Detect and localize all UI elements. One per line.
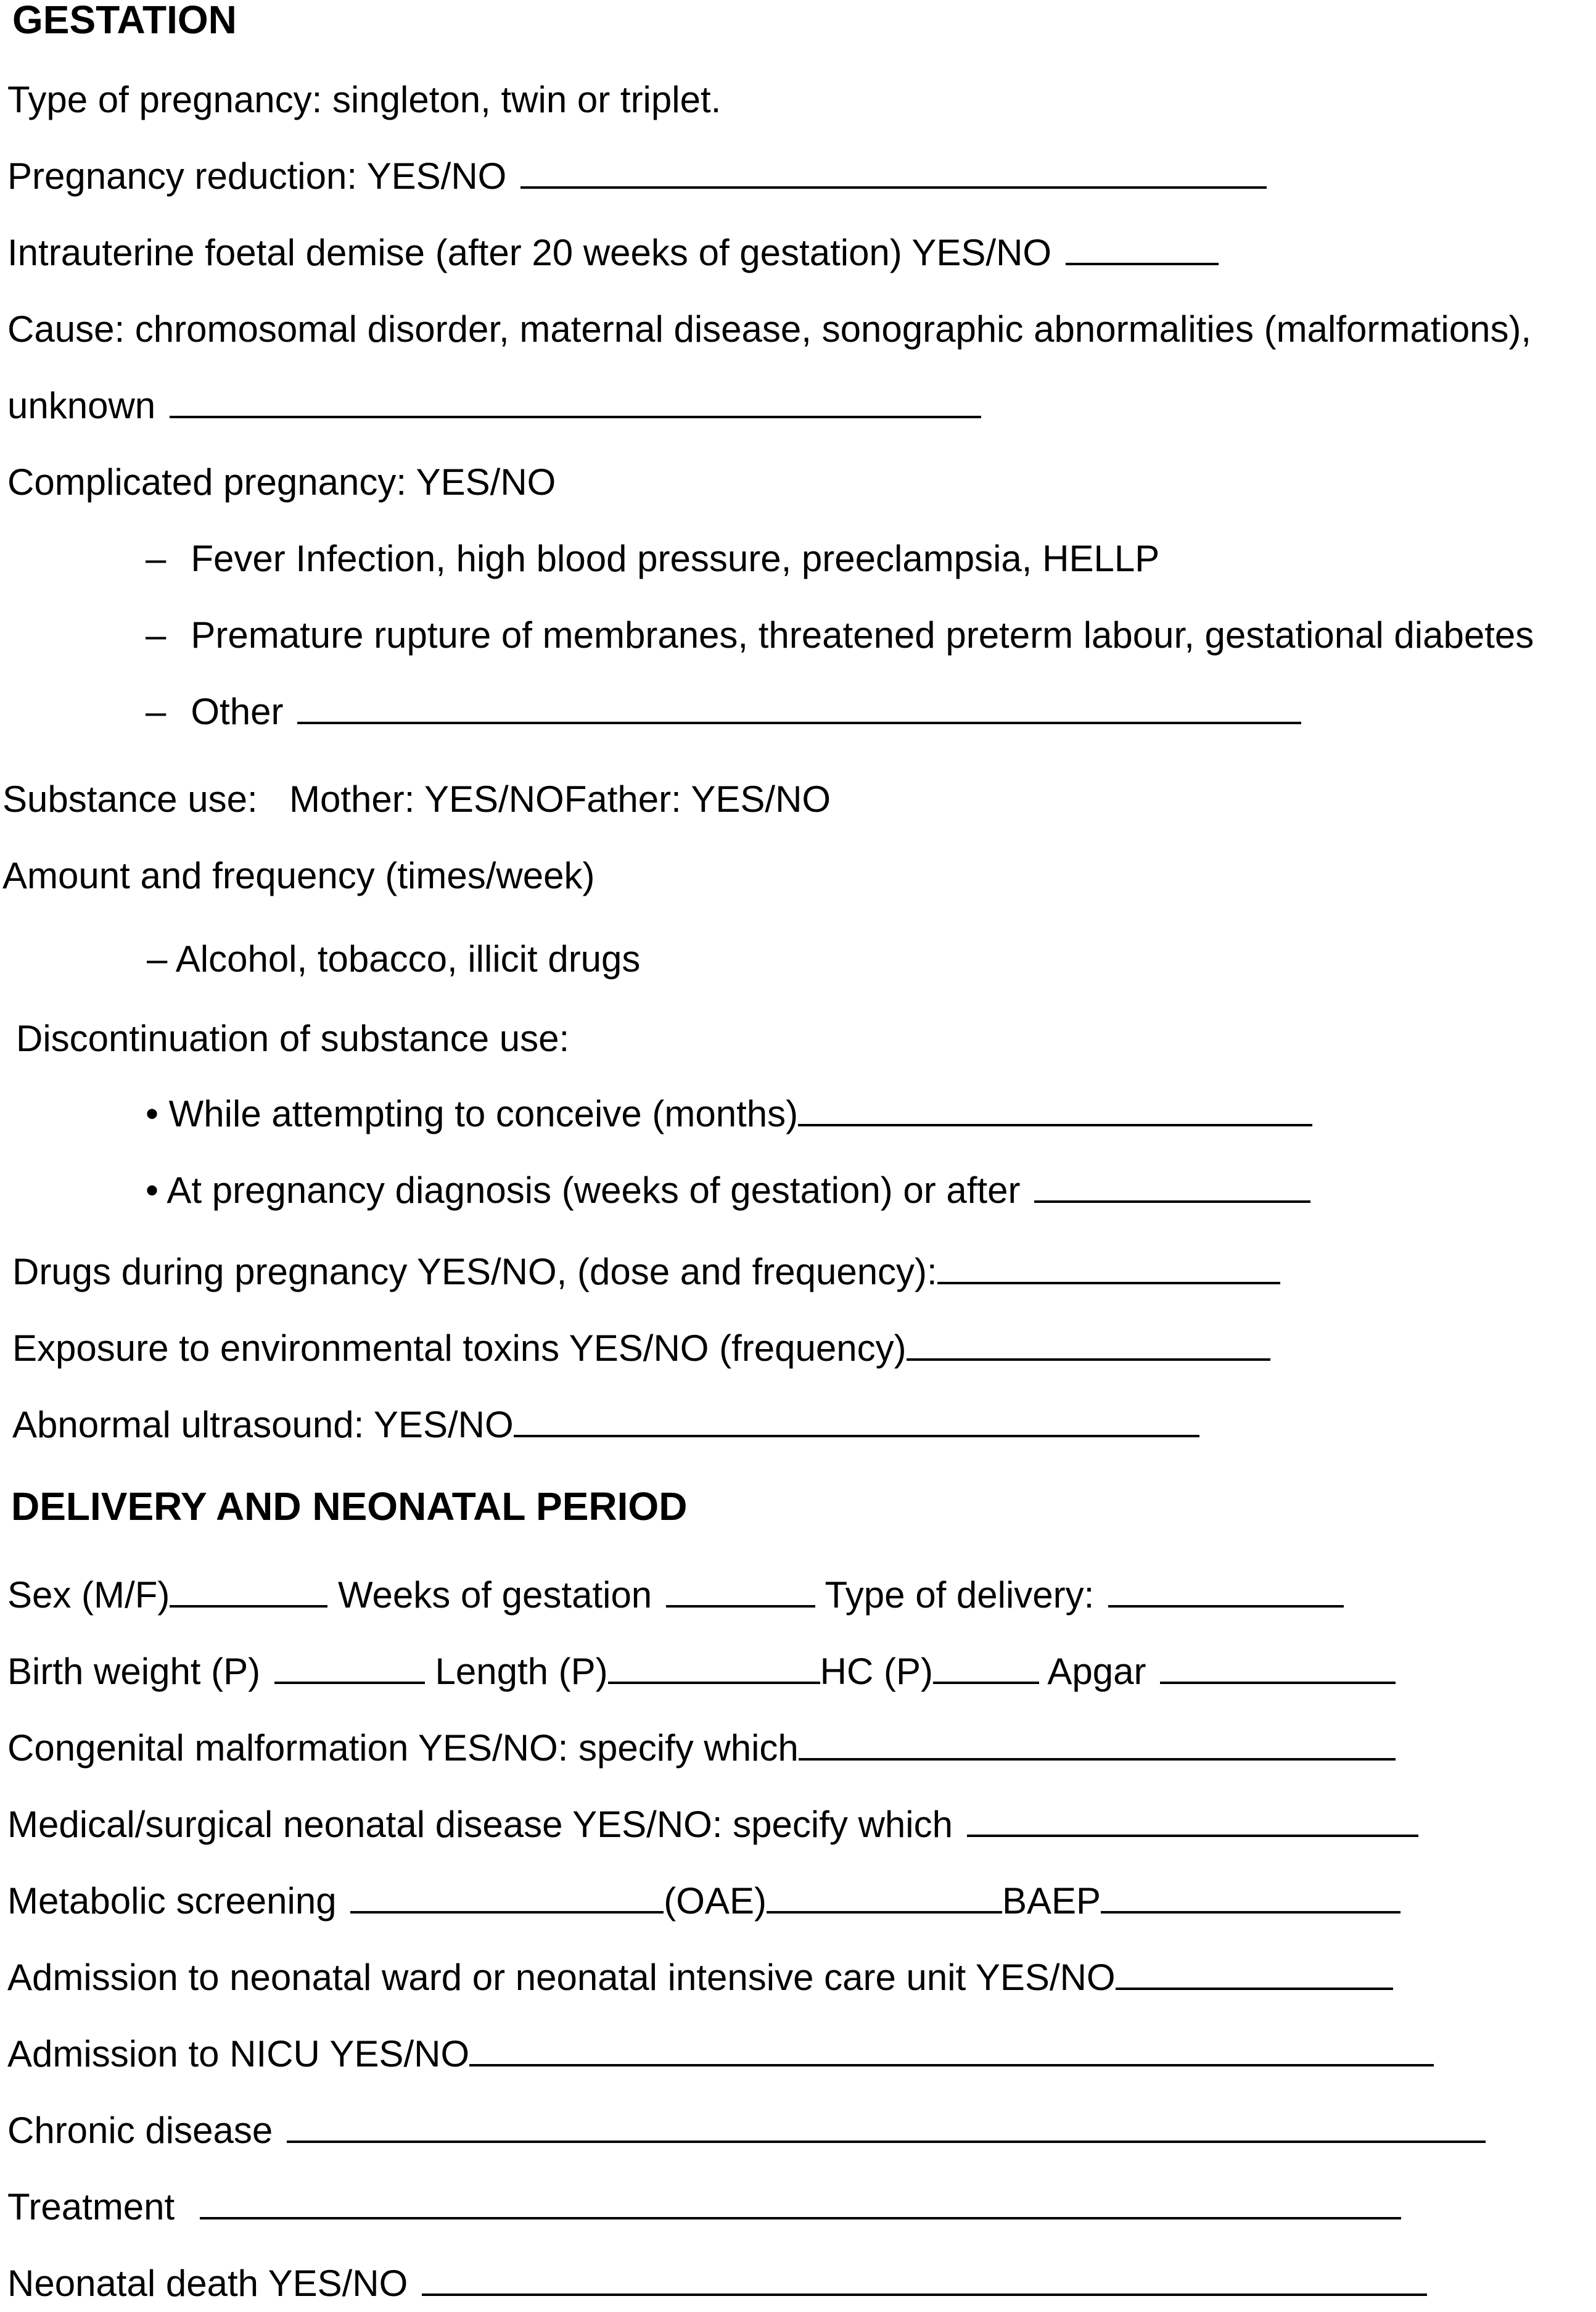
admission-nicu-field[interactable] [469,2033,1434,2066]
intrauterine-demise-label: Intrauterine foetal demise (after 20 weeks of gestation) YES/NO [7,232,1052,273]
drugs-during-row [12,1250,1280,1294]
admission-nicu-row [7,2032,1434,2076]
at-diagnosis-field[interactable] [1034,1170,1310,1203]
birth-weight-row [7,1649,1396,1694]
chronic-disease-label: Chronic disease [7,2110,273,2151]
hc-field[interactable] [933,1651,1039,1684]
dash: – [146,691,167,732]
admission-nicu-label: Admission to NICU YES/NO [7,2033,470,2075]
neonatal-death-row [7,2261,1427,2306]
cause-field[interactable] [170,385,981,418]
intrauterine-demise-field[interactable] [1066,232,1219,265]
congenital-malformation-field[interactable] [799,1727,1396,1761]
unknown-label: unknown [7,385,156,426]
amount-frequency: Amount and frequency (times/week) [2,855,595,896]
substance-use-row [2,777,831,822]
metabolic-screening-label: Metabolic screening [7,1880,337,1922]
dash: – [146,614,167,656]
admission-ward-label: Admission to neonatal ward or neonatal intensive care unit YES/NO [7,1957,1116,1998]
neonatal-disease-row [7,1802,1418,1847]
complication-1: Fever Infection, high blood pressure, preeclampsia, HELLP [191,538,1160,579]
pregnancy-reduction-row [7,154,1267,199]
complication-item [146,690,1301,734]
baep-label: BAEP [1002,1880,1101,1922]
sex-row [7,1573,1344,1617]
neonatal-death-label: Neonatal death YES/NO [7,2263,408,2304]
apgar-label: Apgar [1047,1651,1146,1692]
abnormal-ultrasound-label: Abnormal ultrasound: YES/NO [12,1404,514,1445]
complicated-pregnancy: Complicated pregnancy: YES/NO [7,461,556,503]
birth-weight-field[interactable] [274,1651,425,1684]
while-conceive-label: • While attempting to conceive (months) [146,1093,799,1134]
exposure-toxins-row [12,1326,1270,1371]
type-of-pregnancy: Type of pregnancy: singleton, twin or triplet. [7,79,722,120]
gestation-heading: GESTATION [12,0,237,42]
drugs-during-label: Drugs during pregnancy YES/NO, (dose and frequency): [12,1251,937,1292]
exposure-toxins-field[interactable] [907,1327,1270,1361]
weeks-gestation-label: Weeks of gestation [338,1574,652,1616]
cause-line: Cause: chromosomal disorder, maternal disease, sonographic abnormalities (malformations), [7,308,1532,350]
complication-item [146,537,1159,581]
complication-other-field[interactable] [297,691,1301,724]
while-conceive-row [146,1092,1312,1136]
complication-item [146,613,1534,658]
delivery-heading: DELIVERY AND NEONATAL PERIOD [11,1484,688,1529]
unknown-row [7,384,981,428]
metabolic-screening-row [7,1879,1401,1923]
neonatal-disease-field[interactable] [967,1804,1418,1837]
sex-field[interactable] [170,1574,327,1608]
substance-use-label: Substance use: [2,778,258,820]
admission-ward-field[interactable] [1116,1957,1393,1990]
while-conceive-field[interactable] [798,1093,1312,1126]
neonatal-disease-label: Medical/surgical neonatal disease YES/NO: specify which [7,1804,953,1845]
abnormal-ultrasound-row [12,1403,1199,1447]
exposure-toxins-label: Exposure to environmental toxins YES/NO (frequency) [12,1327,907,1369]
sex-label: Sex (M/F) [7,1574,170,1616]
hc-label: HC (P) [820,1651,933,1692]
type-delivery-field[interactable] [1108,1574,1344,1608]
oae-field[interactable] [767,1880,1002,1914]
chronic-disease-row [7,2108,1486,2153]
treatment-row [7,2185,1401,2229]
weeks-gestation-field[interactable] [666,1574,815,1608]
admission-ward-row [7,1955,1393,2000]
metabolic-screening-field[interactable] [350,1880,664,1914]
birth-weight-label: Birth weight (P) [7,1651,261,1692]
intrauterine-demise-row [7,231,1219,275]
substances-list: – Alcohol, tobacco, illicit drugs [147,938,641,980]
length-label: Length (P) [435,1651,608,1692]
complication-2: Premature rupture of membranes, threatened preterm labour, gestational diabetes [191,614,1534,656]
type-delivery-label: Type of delivery: [825,1574,1095,1616]
congenital-malformation-label: Congenital malformation YES/NO: specify which [7,1727,799,1769]
neonatal-death-field[interactable] [422,2263,1427,2296]
pregnancy-reduction-field[interactable] [520,155,1267,189]
dash: – [146,538,167,579]
complication-other-label: Other [191,691,284,732]
at-diagnosis-row [146,1168,1310,1213]
chronic-disease-field[interactable] [287,2110,1486,2143]
abnormal-ultrasound-field[interactable] [514,1404,1199,1437]
treatment-field[interactable] [200,2186,1401,2219]
treatment-label: Treatment [7,2186,175,2227]
at-diagnosis-label: • At pregnancy diagnosis (weeks of gestation) or after [146,1170,1021,1211]
oae-label: (OAE) [664,1880,767,1922]
pregnancy-reduction-label: Pregnancy reduction: YES/NO [7,155,507,197]
apgar-field[interactable] [1160,1651,1396,1684]
discontinuation-label: Discontinuation of substance use: [16,1018,570,1059]
congenital-malformation-row [7,1726,1396,1770]
length-field[interactable] [608,1651,820,1684]
baep-field[interactable] [1101,1880,1401,1914]
drugs-during-field[interactable] [937,1251,1280,1284]
substance-parents: Mother: YES/NOFather: YES/NO [289,778,831,820]
